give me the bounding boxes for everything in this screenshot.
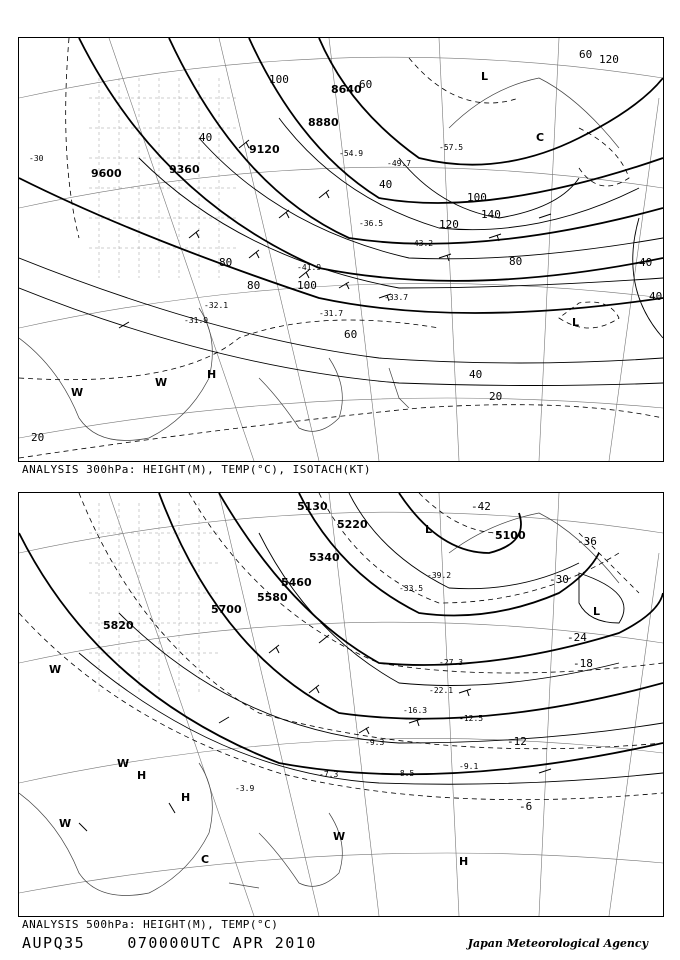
temp-label: -32.1 — [204, 301, 229, 310]
temp-label: -41.9 — [297, 263, 322, 272]
isotach-label: 100 — [269, 73, 289, 86]
temp-label: -7.3 — [319, 770, 339, 779]
isotach-label: 120 — [439, 218, 459, 231]
warm-center-marker: W — [71, 386, 84, 399]
agency-name: Japan Meteorological Agency — [467, 937, 648, 950]
cold-center-marker: C — [536, 131, 545, 144]
isotherms-500 — [19, 493, 663, 800]
temp-label: -22.1 — [429, 686, 454, 695]
temp-label: -31.7 — [319, 309, 344, 318]
temp-label: -30 — [549, 573, 569, 586]
temp-label: -27.3 — [439, 658, 464, 667]
isotach-label: 60 — [359, 78, 373, 91]
isotach-label: 60 — [344, 328, 358, 341]
isotach-label: 60 — [579, 48, 593, 61]
temp-label: -9.3 — [365, 738, 385, 747]
temp-label: -12.5 — [459, 714, 484, 723]
isotach-label: 40 — [639, 256, 653, 269]
temp-label: -3.9 — [235, 784, 255, 793]
height-label: 5130 — [297, 500, 328, 513]
caption-300hpa: ANALYSIS 300hPa: HEIGHT(M), TEMP(°C), ISOTACH(KT) — [22, 463, 372, 476]
coastline-500 — [19, 513, 619, 896]
isotach-label: 20 — [31, 431, 45, 444]
temp-label: -8.5 — [395, 769, 415, 778]
temp-label: -36.5 — [359, 219, 384, 228]
height-label: 5580 — [257, 591, 288, 604]
high-center-marker: H — [459, 855, 469, 868]
height-label: 8640 — [331, 83, 362, 96]
isotach-label: 20 — [489, 390, 503, 403]
temp-label: -49.7 — [387, 159, 412, 168]
chart-identifier — [22, 934, 317, 952]
isotach-label: 120 — [599, 53, 619, 66]
warm-center-marker: W — [117, 757, 130, 770]
height-label: 5340 — [309, 551, 340, 564]
height-label: 9360 — [169, 163, 200, 176]
isotach-label: 80 — [509, 255, 523, 268]
height-label: 5820 — [103, 619, 134, 632]
isotach-label: 100 — [467, 191, 487, 204]
isotach-label: 40 — [199, 131, 213, 144]
isotach-label: 80 — [247, 279, 261, 292]
low-center-marker: L — [572, 316, 580, 329]
land-hatch-500 — [89, 503, 219, 693]
temp-label: -18 — [573, 657, 593, 670]
warm-center-marker: W — [49, 663, 62, 676]
high-center-marker: H — [137, 769, 147, 782]
temp-label: -33.7 — [384, 293, 409, 302]
height-label: 5220 — [337, 518, 368, 531]
valid-time: 070000UTC APR 2010 — [127, 934, 317, 952]
map-300hpa-svg — [19, 38, 663, 461]
map-panel-300hpa — [18, 37, 664, 462]
temp-label: -54.9 — [339, 149, 364, 158]
height-label: 8880 — [308, 116, 339, 129]
temp-label: -36 — [577, 535, 597, 548]
temp-label: -16.3 — [403, 706, 428, 715]
height-label: 9600 — [91, 167, 122, 180]
isotach-label: 80 — [219, 256, 233, 269]
temp-label: -30 — [29, 154, 44, 163]
chart-code: AUPQ35 — [22, 934, 86, 952]
warm-center-marker: W — [333, 830, 346, 843]
map-500hpa-svg — [19, 493, 663, 916]
temp-label: -57.5 — [439, 143, 464, 152]
wind-barbs-500 — [79, 635, 551, 831]
high-center-marker: H — [207, 368, 217, 381]
isotach-label: 40 — [469, 368, 483, 381]
pressure-centers-500 — [49, 523, 600, 868]
low-center-marker: L — [425, 523, 433, 536]
temp-label: -43.2 — [409, 239, 434, 248]
coastline-300 — [19, 78, 619, 441]
low-center-marker: L — [481, 70, 489, 83]
high-center-marker: H — [181, 791, 191, 804]
cold-center-marker: C — [201, 853, 210, 866]
temp-label: -42 — [471, 500, 491, 513]
height-label: 9120 — [249, 143, 280, 156]
map-panel-500hpa — [18, 492, 664, 917]
caption-500hpa: ANALYSIS 500hPa: HEIGHT(M), TEMP(°C) — [22, 918, 279, 931]
temp-label: -12 — [507, 735, 527, 748]
isotach-label: 140 — [481, 208, 501, 221]
isotach-labels-300 — [31, 48, 662, 444]
isotach-label: 40 — [379, 178, 393, 191]
height-label: 5100 — [495, 529, 526, 542]
height-label: 5460 — [281, 576, 312, 589]
warm-center-marker: W — [155, 376, 168, 389]
isotach-label: 40 — [649, 290, 663, 303]
warm-center-marker: W — [59, 817, 72, 830]
temp-label: -24 — [567, 631, 587, 644]
temp-label: -31.9 — [184, 316, 209, 325]
height-label: 5700 — [211, 603, 242, 616]
temp-label: -6 — [519, 800, 533, 813]
temp-label: -39.2 — [427, 571, 452, 580]
isotach-label: 100 — [297, 279, 317, 292]
temp-label: -33.5 — [399, 584, 424, 593]
temp-label: -9.1 — [459, 762, 479, 771]
low-center-marker: L — [593, 605, 601, 618]
